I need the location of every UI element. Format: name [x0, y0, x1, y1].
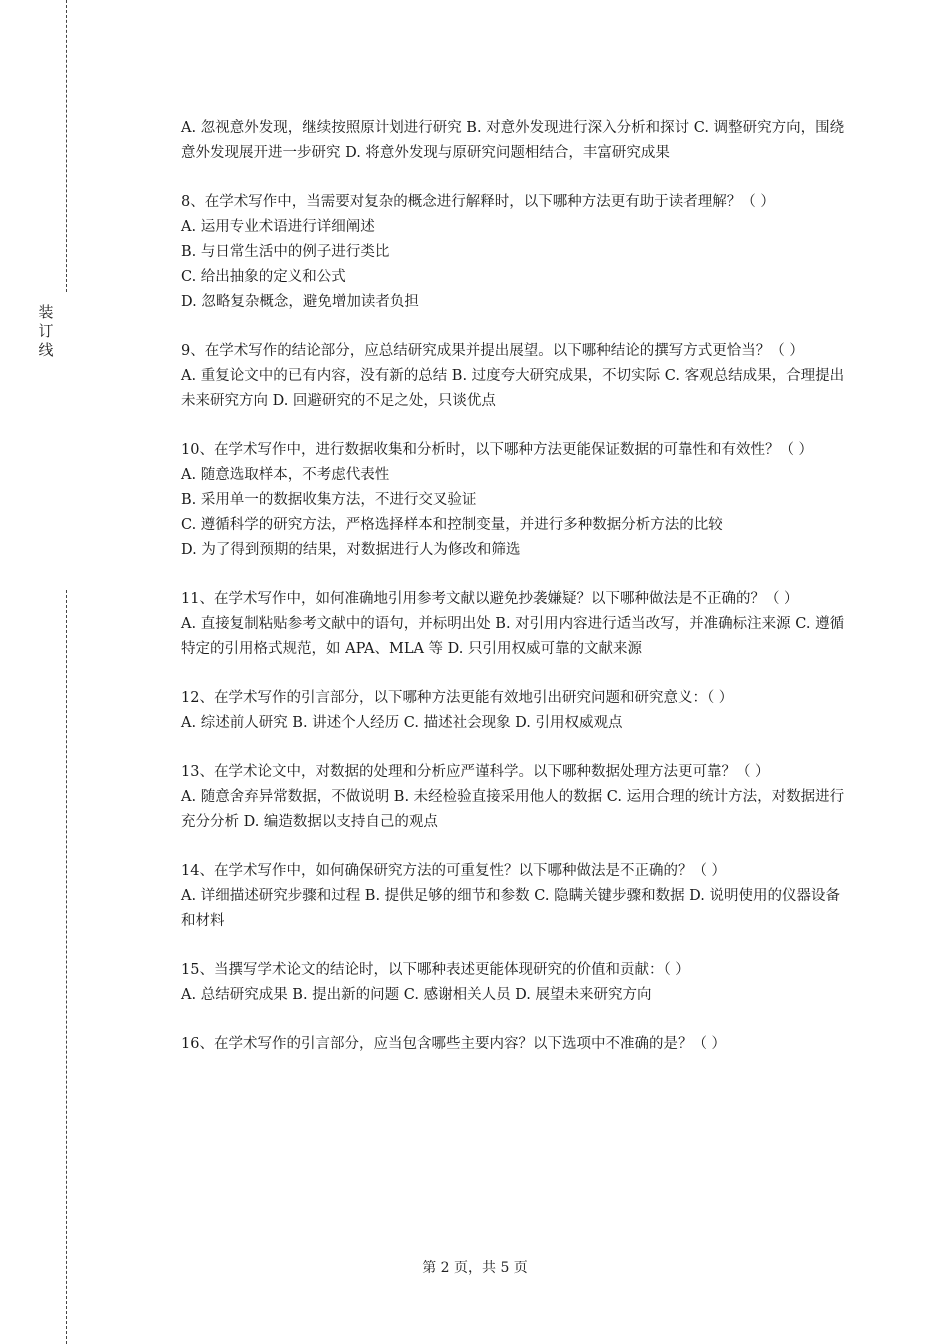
question-stem: 9、在学术写作的结论部分，应总结研究成果并提出展望。以下哪种结论的撰写方式更恰当？（ ） [181, 343, 804, 359]
options-text: A. 重复论文中的已有内容，没有新的总结 B. 过度夸大研究成果，不切实际 C. 客观总结成果，合理提出未来研究方向 D. 回避研究的不足之处，只谈优点 [181, 368, 845, 409]
option-d: D. 为了得到预期的结果，对数据进行人为修改和筛选 [181, 542, 521, 558]
question-11 [181, 587, 848, 662]
question-stem: 15、当撰写学术论文的结论时，以下哪种表述更能体现研究的价值和贡献：（ ） [181, 962, 690, 978]
question-16 [181, 1032, 848, 1057]
question-8 [181, 190, 848, 315]
question-15 [181, 958, 848, 1008]
question-10 [181, 438, 848, 563]
question-9 [181, 339, 848, 414]
option-d: D. 忽略复杂概念，避免增加读者负担 [181, 294, 419, 310]
binding-line-label [37, 303, 55, 360]
option-c: C. 遵循科学的研究方法，严格选择样本和控制变量，并进行多种数据分析方法的比较 [181, 517, 723, 533]
binding-line-bottom [66, 590, 67, 1344]
question-7-options [181, 116, 848, 166]
question-stem: 10、在学术写作中，进行数据收集和分析时，以下哪种方法更能保证数据的可靠性和有效性？（ ） [181, 442, 814, 458]
question-stem: 16、在学术写作的引言部分，应当包含哪些主要内容？以下选项中不准确的是？（ ） [181, 1036, 727, 1052]
question-stem: 14、在学术写作中，如何确保研究方法的可重复性？以下哪种做法是不正确的？（ ） [181, 863, 727, 879]
question-13 [181, 760, 848, 835]
option-a: A. 运用专业术语进行详细阐述 [181, 219, 375, 235]
options-text: A. 直接复制粘贴参考文献中的语句，并标明出处 B. 对引用内容进行适当改写，并准确标注来源 C. 遵循特定的引用格式规范，如 APA、MLA 等 D. 只引用权威可靠的文献来源 [181, 616, 845, 657]
question-list [181, 116, 848, 1081]
option-b: B. 采用单一的数据收集方法，不进行交叉验证 [181, 492, 477, 508]
options-text: A. 综述前人研究 B. 讲述个人经历 C. 描述社会现象 D. 引用权威观点 [181, 715, 623, 731]
binding-char: 装 [38, 303, 54, 321]
option-a: A. 随意选取样本，不考虑代表性 [181, 467, 390, 483]
binding-line-top [66, 0, 67, 292]
binding-char: 订 [38, 322, 54, 340]
question-stem: 11、在学术写作中，如何准确地引用参考文献以避免抄袭嫌疑？以下哪种做法是不正确的？（ ） [181, 591, 799, 607]
question-14 [181, 859, 848, 934]
question-stem: 12、在学术写作的引言部分，以下哪种方法更能有效地引出研究问题和研究意义：（ ） [181, 690, 734, 706]
binding-char: 线 [38, 341, 54, 359]
options-text: A. 总结研究成果 B. 提出新的问题 C. 感谢相关人员 D. 展望未来研究方向 [181, 987, 652, 1003]
options-text: A. 随意舍弃异常数据，不做说明 B. 未经检验直接采用他人的数据 C. 运用合理的统计方法，对数据进行充分分析 D. 编造数据以支持自己的观点 [181, 789, 845, 830]
options-text: A. 详细描述研究步骤和过程 B. 提供足够的细节和参数 C. 隐瞒关键步骤和数据 D. 说明使用的仪器设备和材料 [181, 888, 841, 929]
options-text: A. 忽视意外发现，继续按照原计划进行研究 B. 对意外发现进行深入分析和探讨 C. 调整研究方向，围绕意外发现展开进一步研究 D. 将意外发现与原研究问题相结合，丰富研究成果 [181, 120, 845, 161]
question-stem: 13、在学术论文中，对数据的处理和分析应严谨科学。以下哪种数据处理方法更可靠？（ ） [181, 764, 770, 780]
question-12 [181, 686, 848, 736]
option-c: C. 给出抽象的定义和公式 [181, 269, 346, 285]
question-stem: 8、在学术写作中，当需要对复杂的概念进行解释时，以下哪种方法更有助于读者理解？（ ） [181, 194, 775, 210]
page-number: 第 2 页，共 5 页 [422, 1260, 528, 1276]
option-b: B. 与日常生活中的例子进行类比 [181, 244, 390, 260]
